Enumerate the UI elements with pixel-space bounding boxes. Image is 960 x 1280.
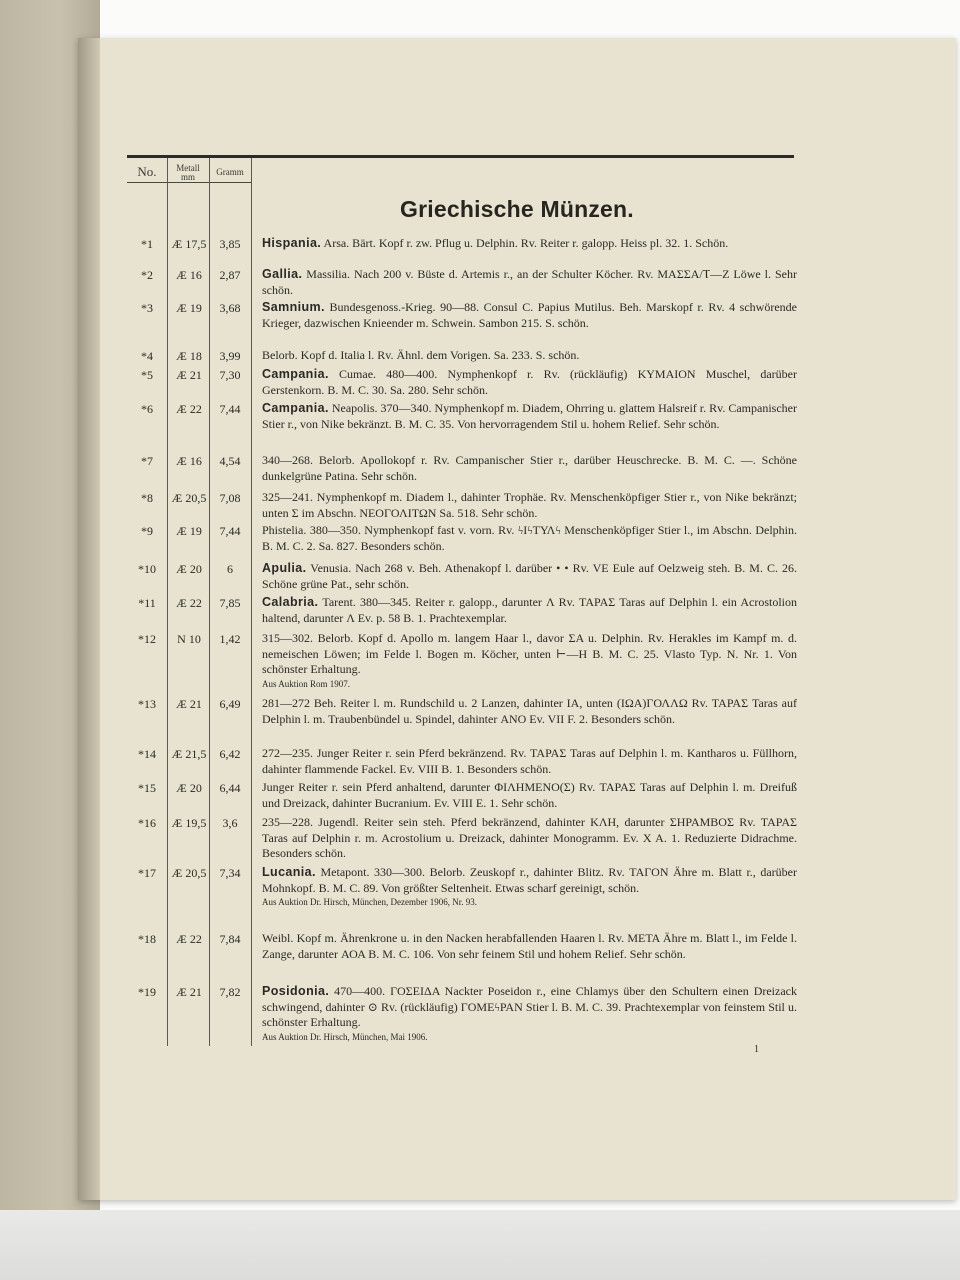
entry-number: *6 (141, 402, 153, 416)
header-metall: Metall mm (176, 163, 200, 182)
entry-description (262, 595, 797, 626)
top-rule (127, 155, 794, 158)
entry-number: *18 (138, 932, 156, 946)
entry-number: *9 (141, 524, 153, 538)
entry-text: 281—272 Beh. Reiter l. m. Rundschild u. 2 Lanzen, dahinter ΙΑ, unten (ΙΩΑ)ΓΟΛΛΩ Rv. ΤΑΡΑΣ Taras auf Delphin l. m. Traubenbündel u. Spindel, dahinter ΑΝΟ Ev. VII F. 2. Besonders schön. (262, 696, 797, 726)
entry-text: Belorb. Kopf d. Italia l. Rv. Ähnl. dem Vorigen. Sa. 233. S. schön. (262, 348, 580, 362)
entry-text: 340—268. Belorb. Apollokopf r. Rv. Campanischer Stier r., darüber Heuschrecke. B. M. C. —. Schöne dunkelgrüne Patina. Sehr schön. (262, 453, 797, 483)
entry-metal: Æ 20,5 (171, 866, 207, 880)
entry-metal: Æ 22 (176, 596, 202, 610)
entry-description (262, 236, 797, 252)
entry-text: Cumae. 480—400. Nymphenkopf r. Rv. (rückläufig) ΚΥΜΑΙΟΝ Muschel, darüber Gerstenkorn. B. M. C. 30. Sa. 280. Sehr schön. (262, 367, 797, 397)
entry-number: *12 (138, 632, 156, 646)
entry-weight: 7,34 (219, 866, 241, 880)
entry-weight: 6,42 (219, 747, 241, 761)
region-name: Posidonia. (262, 984, 330, 998)
entry-weight: 3,99 (219, 349, 241, 363)
entry-number: *1 (141, 237, 153, 251)
entry-metal: Æ 20,5 (171, 491, 207, 505)
entry-description (262, 490, 797, 521)
entry-metal: Æ 20 (176, 781, 202, 795)
entry-weight: 7,82 (219, 985, 241, 999)
entry-number: *8 (141, 491, 153, 505)
entry-description (262, 815, 797, 862)
entry-text: Junger Reiter r. sein Pferd anhaltend, darunter ΦΙΛΗΜΕΝΟ(Σ) Rv. ΤΑΡΑΣ Taras auf Delphin l. m. Dreifuß und Dreizack, dahinter Bucranium. Ev. VIII E. 1. Sehr schön. (262, 780, 797, 810)
catalog-entry (127, 632, 827, 692)
entry-metal: Æ 17,5 (171, 237, 207, 251)
entry-weight: 7,30 (219, 368, 241, 382)
entry-weight: 2,87 (219, 268, 241, 282)
entry-number: *16 (138, 816, 156, 830)
entry-weight: 6,44 (219, 781, 241, 795)
entry-description (262, 348, 797, 364)
entry-text: Phistelia. 380—350. Nymphenkopf fast v. vorn. Rv. ϟΙϟΤΥΛϟ Menschenköpfiger Stier l., im Abschn. Delphin. B. M. C. 2. Sa. 827. Besonders schön. (262, 523, 797, 553)
entry-weight: 7,85 (219, 596, 241, 610)
entry-text: 235—228. Jugendl. Reiter sein steh. Pferd bekränzend, dahinter ΚΛΗ, darunter ΣΗΡΑΜΒΟΣ Rv. ΤΑΡΑΣ Taras auf Delphin r. m. Acrostolium u. Dreizack, dahinter Monogramm. Ev. X A. 1. Reduzierte Didrachme. Besonders schön. (262, 815, 797, 860)
entry-weight: 3,6 (222, 816, 238, 830)
entry-number: *10 (138, 562, 156, 576)
page-title: Griechische Münzen. (400, 196, 634, 222)
entry-metal: Æ 16 (176, 454, 202, 468)
entry-number: *17 (138, 866, 156, 880)
region-name: Campania. (262, 401, 329, 415)
entry-metal: Æ 19 (176, 301, 202, 315)
region-name: Campania. (262, 367, 329, 381)
entry-number: *4 (141, 349, 153, 363)
entry-number: *11 (138, 596, 156, 610)
entry-number: *5 (141, 368, 153, 382)
entry-description (262, 367, 797, 398)
entry-text: Venusia. Nach 268 v. Beh. Athenakopf l. darüber • • Rv. VE Eule auf Oelzweig steh. B. M. C. 26. Schöne grüne Pat., sehr schön. (262, 561, 797, 591)
catalog-entry (127, 985, 827, 1045)
region-name: Lucania. (262, 865, 316, 879)
entry-text: Massilia. Nach 200 v. Büste d. Artemis r., an der Schulter Köcher. Rv. ΜΑΣΣΑ/Ⲧ—Ζ Löwe l. Sehr schön. (262, 267, 797, 297)
entry-text: 272—235. Junger Reiter r. sein Pferd bekränzend. Rv. ΤΑΡΑΣ Taras auf Delphin l. m. Kantharos u. Füllhorn, dahinter flammende Fackel. Ev. VIII B. 1. Besonders schön. (262, 746, 797, 776)
entry-metal: Æ 19,5 (171, 816, 207, 830)
entry-metal: Æ 22 (176, 932, 202, 946)
entry-description (262, 865, 797, 909)
catalog-entry (127, 866, 827, 926)
header-gramm: Gramm (216, 167, 244, 177)
region-name: Samnium. (262, 300, 325, 314)
entry-number: *19 (138, 985, 156, 999)
entry-number: *7 (141, 454, 153, 468)
entry-description (262, 401, 797, 432)
entry-metal: Æ 18 (176, 349, 202, 363)
entry-weight: 7,44 (219, 524, 241, 538)
entry-description (262, 631, 797, 691)
entry-description (262, 931, 797, 962)
entry-weight: 3,85 (219, 237, 241, 251)
entry-text: Bundesgenoss.-Krieg. 90—88. Consul C. Papius Mutilus. Beh. Marskopf r. Rv. 4 schwörende Krieger, dazwischen Knieender m. Schwein. Sambon 215. S. schön. (262, 300, 797, 330)
entry-number: *13 (138, 697, 156, 711)
entry-description (262, 780, 797, 811)
entry-metal: Æ 20 (176, 562, 202, 576)
entry-text: 470—400. ΓΟΣΕΙΔΑ Nackter Poseidon r., eine Chlamys über den Schultern einen Dreizack schwingend, dahinter ⊙ Rv. (rückläufig) ΓΟΜΕϟΡΑΝ Stier l. B. M. C. 39. Prachtexemplar von feinstem Stil u. schönster Erhaltung. (262, 984, 797, 1029)
entry-weight: 7,08 (219, 491, 241, 505)
region-name: Calabria. (262, 595, 319, 609)
entry-metal: Æ 21 (176, 368, 202, 382)
background-table (0, 1210, 960, 1280)
entry-text: Metapont. 330—300. Belorb. Zeuskopf r., dahinter Blitz. Rv. ΤΑΓΟΝ Ähre m. Blatt r., darüber Mohnkopf. B. M. C. 89. Von größter Seltenheit. Etwas scharf gereinigt, schön. (262, 865, 797, 895)
entry-text: Neapolis. 370—340. Nymphenkopf m. Diadem, Ohrring u. glattem Halsreif r. Rv. Campanischer Stier r., von Nike bekränzt. B. M. C. 35. Von hervorragendem Stil u. hohem Relief. Sehr schön. (262, 401, 797, 431)
entry-description (262, 267, 797, 298)
entry-weight: 1,42 (219, 632, 241, 646)
entry-text: 315—302. Belorb. Kopf d. Apollo m. langem Haar l., davor ΣΑ u. Delphin. Rv. Herakles im Kampf m. d. nemeischen Löwen; im Felde l. Bogen m. Köcher, unten ⊢—Η B. M. C. 25. Vlasto Typ. N. Nr. 1. Von schönster Erhaltung. (262, 631, 797, 676)
entry-metal: Æ 21 (176, 697, 202, 711)
provenance-note: Aus Auktion Dr. Hirsch, München, Mai 1906. (262, 1031, 428, 1042)
entry-weight: 3,68 (219, 301, 241, 315)
region-name: Hispania. (262, 236, 322, 250)
entry-text: Tarent. 380—345. Reiter r. galopp., darunter Λ Rv. ΤΑΡΑΣ Taras auf Delphin l. ein Acrostolion haltend, darunter Λ Ev. p. 58 B. 1. Prachtexemplar. (262, 595, 797, 625)
entry-metal: Æ 16 (176, 268, 202, 282)
page-gutter (78, 38, 100, 1200)
entry-text: 325—241. Nymphenkopf m. Diadem l., dahinter Trophäe. Rv. Menschenköpfiger Stier r., von Nike bekränzt; unten Σ im Abschn. ΝΕΟΓΟΛΙΤΩΝ Sa. 518. Sehr schön. (262, 490, 797, 520)
entry-number: *14 (138, 747, 156, 761)
entry-description (262, 746, 797, 777)
entry-metal: Æ 19 (176, 524, 202, 538)
entry-description (262, 984, 797, 1044)
header-no: No. (137, 164, 157, 179)
entry-text: Arsa. Bärt. Kopf r. zw. Pflug u. Delphin. Rv. Reiter r. galopp. Heiss pl. 32. 1. Schön. (321, 236, 729, 250)
header-rule (127, 182, 251, 183)
entry-weight: 4,54 (219, 454, 241, 468)
entry-weight: 7,84 (219, 932, 241, 946)
entry-metal: Ν 10 (177, 632, 201, 646)
provenance-note: Aus Auktion Rom 1907. (262, 678, 351, 689)
provenance-note: Aus Auktion Dr. Hirsch, München, Dezember 1906, Nr. 93. (262, 897, 477, 907)
entry-weight: 6,49 (219, 697, 241, 711)
entry-number: *15 (138, 781, 156, 795)
entry-description (262, 453, 797, 484)
entry-weight: 7,44 (219, 402, 241, 416)
entry-description (262, 523, 797, 554)
region-name: Apulia. (262, 561, 307, 575)
catalog-entry (127, 932, 827, 992)
entry-metal: Æ 22 (176, 402, 202, 416)
entry-metal: Æ 21 (176, 985, 202, 999)
page-number: 1 (754, 1044, 759, 1055)
entry-number: *3 (141, 301, 153, 315)
entry-description (262, 300, 797, 331)
entry-number: *2 (141, 268, 153, 282)
entry-weight: 6 (227, 562, 233, 576)
entry-text: Weibl. Kopf m. Ährenkrone u. in den Nacken herabfallenden Haaren l. Rv. ΜΕΤΑ Ähre m. Blatt l., im Felde l. Zange, darunter ΑΟΑ B. M. C. 106. Von sehr feinem Stil und hohem Relief. Sehr schön. (262, 931, 797, 961)
entry-description (262, 696, 797, 727)
region-name: Gallia. (262, 267, 303, 281)
entry-metal: Æ 21,5 (171, 747, 207, 761)
entry-description (262, 561, 797, 592)
